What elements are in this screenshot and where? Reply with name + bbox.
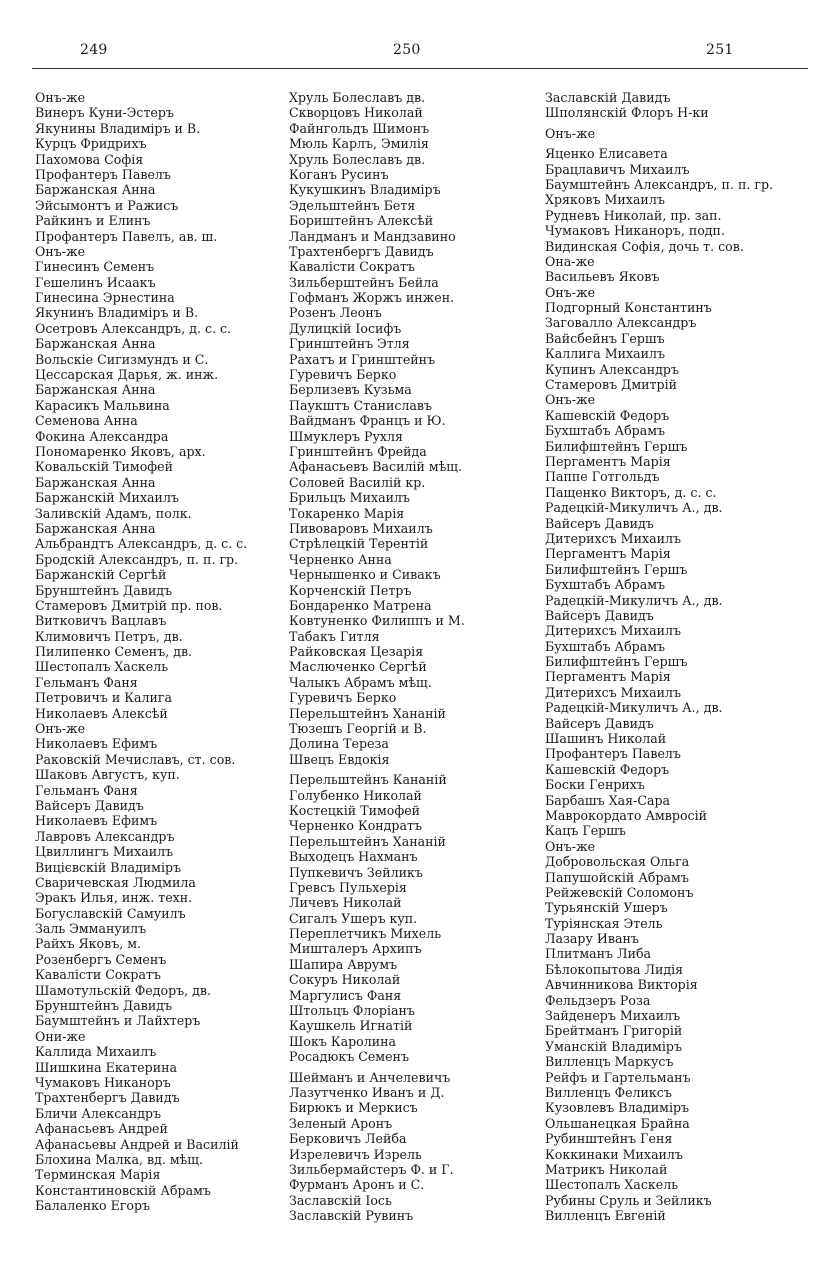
list-item: Раковскій Мечиславъ, ст. сов.	[35, 751, 236, 767]
list-item: Бѣлокопытова Лидія	[545, 961, 684, 977]
list-item: Онъ-же	[545, 392, 596, 408]
list-item: Вайсеръ Давидъ	[35, 797, 144, 813]
list-item: Вайсеръ Давидъ	[545, 607, 654, 623]
list-item: Вилленцъ Евгеній	[545, 1208, 666, 1224]
list-item: Берлизевъ Кузьма	[289, 382, 412, 398]
list-item: Онъ-же	[35, 721, 86, 737]
list-item: Видинская Софія, дочь т. сов.	[545, 238, 744, 254]
list-item: Заславскій Рувинъ	[289, 1208, 414, 1224]
list-item: Переплетчикъ Михель	[289, 926, 442, 942]
list-item: Рудневъ Николай, пр. зап.	[545, 207, 722, 223]
list-item: Гуревичъ Берко	[289, 367, 397, 383]
list-item: Пахомова Софія	[35, 151, 144, 167]
list-item: Семенова Анна	[35, 413, 138, 429]
column-center	[289, 90, 551, 1224]
header-rule	[32, 68, 808, 69]
list-item: Баржанская Анна	[35, 474, 156, 490]
list-item: Черненко Анна	[289, 551, 392, 567]
list-item: Хруль Болеславъ дв.	[289, 151, 426, 167]
list-item: Маслюченко Сергѣй	[289, 659, 427, 675]
list-item: Бориштейнъ Алексѣй	[289, 213, 434, 229]
list-item: Они-же	[35, 1028, 86, 1044]
list-item: Рейжевскій Соломонъ	[545, 884, 694, 900]
list-item: Ольшанецкая Брайна	[545, 1115, 690, 1131]
list-item: Гринштейнъ Этля	[289, 336, 410, 352]
list-item: Чумаковъ Никаноръ	[35, 1075, 171, 1090]
list-item: Розенъ Леонъ	[289, 305, 382, 321]
list-item: Николаевъ Ефимъ	[35, 813, 158, 829]
list-item: Костецкій Тимофей	[289, 802, 421, 818]
list-item: Лазутченко Иванъ и Д.	[289, 1085, 445, 1100]
list-item: Дитерихсъ Михаилъ	[545, 623, 681, 639]
list-item: Бондаренко Матрена	[289, 597, 432, 613]
list-item: Гельманъ Фаня	[35, 782, 138, 798]
list-item: Баржанская Анна	[35, 520, 156, 536]
list-item: Кавалісти Сократъ	[289, 259, 415, 275]
list-item: Мишталеръ Архипъ	[289, 941, 422, 957]
list-item: Гринштейнъ Фрейда	[289, 443, 427, 459]
list-item: Чернышенко и Сивакъ	[289, 567, 441, 583]
list-item: Стрѣлецкій Терентій	[289, 536, 429, 552]
list-item: Винеръ Куни-Эстеръ	[35, 105, 174, 121]
list-item: Цвиллингъ Михаилъ	[35, 844, 174, 860]
list-item: Лазару Иванъ	[545, 931, 639, 947]
list-item: Личевъ Николай	[289, 895, 402, 911]
list-item: Пащенко Викторъ, д. с. с.	[545, 484, 717, 500]
list-item: Пергаментъ Марія	[545, 453, 671, 469]
list-item: Дулицкій Іосифъ	[289, 320, 402, 336]
list-item: Шейманъ и Анчелевичъ	[289, 1069, 451, 1085]
list-item: Соловей Василій кр.	[289, 474, 426, 490]
list-item: Брильцъ Михаилъ	[289, 490, 410, 506]
list-item: Курцъ Фридрихъ	[35, 136, 147, 152]
list-item: Альбрандтъ Александръ, д. с. с.	[35, 536, 248, 552]
list-item: Профантеръ Павелъ, ав. ш.	[35, 228, 218, 244]
list-item: Баржанскій Михаилъ	[35, 490, 179, 506]
list-item: Рахатъ и Гринштейнъ	[289, 351, 436, 367]
list-item: Кацъ Гершъ	[545, 823, 626, 839]
list-item: Плитманъ Либа	[545, 946, 652, 962]
list-item: Черненко Кондратъ	[289, 818, 422, 834]
list-item: Блохина Малка, вд. мѣщ.	[35, 1151, 203, 1167]
list-item: Авчинникова Викторія	[545, 977, 698, 993]
list-item: Пономаренко Яковъ, арх.	[35, 443, 206, 459]
list-item: Зайденеръ Михаилъ	[545, 1008, 681, 1024]
list-item: Бродскій Александръ, п. п. гр.	[35, 551, 239, 567]
list-item: Коганъ Русинъ	[289, 166, 389, 182]
list-item: Баумштейнъ Александръ, п. п. гр.	[545, 176, 774, 192]
list-item: Ландманъ и Мандзавино	[289, 228, 456, 244]
list-item: Розенбергъ Семенъ	[35, 951, 167, 967]
list-item: Подгорный Константинъ	[545, 300, 712, 316]
list-item: Бирюкъ и Меркисъ	[289, 1100, 418, 1116]
list-item: Шестопалъ Хаскель	[35, 659, 169, 675]
list-item: Мюль Карлъ, Эмилія	[289, 136, 429, 152]
list-item: Пивоваровъ Михаилъ	[289, 520, 433, 536]
list-item: Штольцъ Флоріанъ	[289, 1003, 415, 1019]
list-item: Николаевъ Алексѣй	[35, 705, 168, 721]
list-item: Баржанская Анна	[35, 336, 156, 352]
list-item: Васильевъ Яковъ	[545, 269, 660, 285]
list-item: Ковтуненко Филиппъ и М.	[289, 613, 465, 629]
list-item: Константиновскій Абрамъ	[35, 1182, 211, 1198]
column-right	[545, 90, 807, 1224]
list-item: Афанасьевы Андрей и Василій	[35, 1136, 239, 1152]
list-item: Брейтманъ Григорій	[545, 1023, 683, 1039]
list-item: Шестопалъ Хаскель	[545, 1177, 679, 1193]
list-item: Зильбермайстеръ Ф. и Г.	[289, 1161, 454, 1177]
list-item: Онъ-же	[545, 284, 596, 300]
list-item: Папушойскій Абрамъ	[545, 869, 689, 885]
list-item: Сваричевская Людмила	[35, 874, 196, 890]
list-item: Гинесинъ Семенъ	[35, 259, 155, 275]
list-item: Паппе Готгольдъ	[545, 469, 660, 485]
list-item: Рубины Сруль и Зейликъ	[545, 1192, 712, 1208]
list-item: Она-же	[545, 253, 595, 269]
list-item: Заславскій Давидъ	[545, 90, 671, 105]
list-item: Брацлавичъ Михаилъ	[545, 161, 690, 177]
list-item: Кашевскій Федоръ	[545, 407, 670, 423]
list-item: Изрелевичъ Изрель	[289, 1146, 422, 1162]
list-item: Чумаковъ Никаноръ, подп.	[545, 223, 725, 239]
list-item: Гинесина Эрнестина	[35, 290, 175, 306]
list-item: Цессарская Дарья, ж. инж.	[35, 367, 219, 383]
list-item: Рейфъ и Гартельманъ	[545, 1069, 691, 1085]
list-item: Профантеръ Павелъ	[35, 166, 171, 182]
list-item: Сигалъ Ушеръ куп.	[289, 910, 418, 926]
list-item: Каллига Михаилъ	[545, 346, 666, 362]
list-item: Пергаментъ Марія	[545, 669, 671, 685]
list-item: Пупкевичъ Зейликъ	[289, 864, 423, 880]
list-item: Кавалісти Сократъ	[35, 967, 161, 983]
list-item: Швецъ Евдокія	[289, 751, 390, 767]
list-item: Карасикъ Мальвина	[35, 397, 170, 413]
list-item: Вайсеръ Давидъ	[545, 715, 654, 731]
list-item: Вольскіе Сигизмундъ и С.	[35, 351, 209, 367]
list-item: Баржанская Анна	[35, 182, 156, 198]
list-item: Кузовлевъ Владиміръ	[545, 1100, 690, 1116]
page-number-left: 249	[80, 42, 108, 58]
list-item: Каллида Михаилъ	[35, 1044, 157, 1060]
list-item: Онъ-же	[35, 243, 86, 259]
list-item: Шокъ Каролина	[289, 1033, 397, 1049]
list-item: Перельштейнъ Кананій	[289, 772, 447, 788]
list-item: Шишкина Екатерина	[35, 1059, 177, 1075]
list-item: Маргулисъ Фаня	[289, 987, 402, 1003]
list-item: Радецкій-Микуличъ А., дв.	[545, 592, 723, 608]
list-item: Вайсбейнъ Гершъ	[545, 330, 665, 346]
list-item: Билифштейнъ Гершъ	[545, 438, 688, 454]
list-item: Перельштейнъ Хананій	[289, 833, 446, 849]
list-item: Пилипенко Семенъ, дв.	[35, 644, 193, 660]
list-item: Каушкель Игнатій	[289, 1018, 413, 1034]
list-item: Пергаментъ Марія	[545, 546, 671, 562]
list-item: Брунштейнъ Давидъ	[35, 582, 173, 598]
list-item: Николаевъ Ефимъ	[35, 736, 158, 752]
list-item: Перельштейнъ Хананій	[289, 705, 446, 721]
list-item: Выходецъ Нахманъ	[289, 849, 418, 865]
list-item: Бухштабъ Абрамъ	[545, 638, 666, 654]
list-item: Вайдманъ Францъ и Ю.	[289, 413, 446, 429]
list-item: Райковская Цезарія	[289, 644, 424, 660]
list-item: Хруль Болеславъ дв.	[289, 90, 426, 105]
list-item: Вайсеръ Давидъ	[545, 515, 654, 531]
list-item: Шмуклеръ Рухля	[289, 428, 403, 444]
list-item: Билифштейнъ Гершъ	[545, 561, 688, 577]
list-item: Табакъ Гитля	[289, 628, 380, 644]
list-item: Паукштъ Станиславъ	[289, 397, 433, 413]
list-item: Гревсъ Пульхерія	[289, 879, 407, 895]
list-item: Барбашъ Хая-Сара	[545, 792, 671, 808]
list-item: Богуславскій Самуилъ	[35, 905, 186, 921]
list-item: Зеленый Аронъ	[289, 1115, 393, 1131]
list-item: Баржанскій Сергѣй	[35, 567, 167, 583]
list-item: Уманскій Владиміръ	[545, 1038, 682, 1054]
list-item: Онъ-же	[545, 125, 596, 141]
list-item: Эйсымонтъ и Ражисъ	[35, 197, 179, 213]
list-item: Заговалло Александръ	[545, 315, 697, 331]
list-item: Рубинштейнъ Геня	[545, 1131, 673, 1147]
list-item: Чалыкъ Абрамъ мѣщ.	[289, 674, 432, 690]
list-item: Зильберштейнъ Бейла	[289, 274, 439, 290]
list-item: Заливскій Адамъ, полк.	[35, 505, 192, 521]
list-item: Вилленцъ Маркусъ	[545, 1054, 674, 1070]
list-item: Шашинъ Николай	[545, 731, 667, 747]
list-item: Витковичъ Вацлавъ	[35, 613, 167, 629]
list-item: Долина Тереза	[289, 736, 389, 752]
list-item: Райхъ Яковъ, м.	[35, 936, 142, 952]
list-item: Коккинаки Михаилъ	[545, 1146, 683, 1162]
list-item: Токаренко Марія	[289, 505, 405, 521]
list-item: Туріянская Этель	[545, 915, 663, 931]
list-item: Райкинъ и Елинъ	[35, 213, 151, 229]
page-number-center: 250	[393, 42, 421, 58]
list-item: Росадюкъ Семенъ	[289, 1049, 409, 1065]
list-item: Петровичъ и Калига	[35, 690, 173, 706]
list-item: Шапира Аврумъ	[289, 956, 398, 972]
list-item: Турьянскій Ушеръ	[545, 900, 668, 916]
list-item: Ковальскій Тимофей	[35, 459, 174, 475]
list-item: Якунинъ Владиміръ и В.	[35, 305, 199, 321]
list-item: Заль Эммануилъ	[35, 921, 147, 937]
list-item: Бухштабъ Абрамъ	[545, 423, 666, 439]
list-item: Вилленцъ Феликсъ	[545, 1085, 672, 1100]
list-item: Шамотульскій Федоръ, дв.	[35, 982, 212, 998]
page-number-right: 251	[706, 42, 734, 58]
list-item: Профантеръ Павелъ	[545, 746, 681, 762]
list-item: Радецкій-Микуличъ А., дв.	[545, 700, 723, 716]
list-item: Матрикъ Николай	[545, 1161, 668, 1177]
list-item: Кукушкинъ Владиміръ	[289, 182, 441, 198]
list-item: Климовичъ Петръ, дв.	[35, 628, 183, 644]
list-item: Радецкій-Микуличъ А., дв.	[545, 500, 723, 516]
list-item: Добровольская Ольга	[545, 854, 690, 870]
list-item: Бухштабъ Абрамъ	[545, 577, 666, 593]
list-item: Баржанская Анна	[35, 382, 156, 398]
list-item: Эракъ Илья, инж. техн.	[35, 890, 193, 906]
list-item: Стамеровъ Дмитрій пр. пов.	[35, 597, 223, 613]
list-item: Онъ-же	[545, 838, 596, 854]
list-item: Голубенко Николай	[289, 787, 422, 803]
list-item: Трахтенбергъ Давидъ	[35, 1090, 180, 1106]
list-item: Бличи Александръ	[35, 1105, 162, 1121]
list-item: Заславскій Іось	[289, 1192, 392, 1208]
list-item: Кашевскій Федоръ	[545, 761, 670, 777]
list-item: Яценко Елисавета	[545, 146, 668, 162]
list-item: Вицієвскій Владиміръ	[35, 859, 182, 875]
list-item: Фельдзеръ Роза	[545, 992, 651, 1008]
list-item: Берковичъ Лейба	[289, 1131, 407, 1147]
list-item: Шполянскій Флоръ Н-ки	[545, 105, 709, 121]
list-item: Афанасьевъ Андрей	[35, 1121, 168, 1137]
list-item: Брунштейнъ Давидъ	[35, 998, 173, 1014]
list-item: Гуревичъ Берко	[289, 690, 397, 706]
list-item: Балаленко Егоръ	[35, 1198, 151, 1214]
list-item: Афанасьевъ Василій мѣщ.	[289, 459, 463, 475]
list-item: Шаковъ Августъ, куп.	[35, 767, 180, 783]
list-item: Тюзешъ Георгій и В.	[289, 721, 427, 737]
list-item: Стамеровъ Дмитрій	[545, 377, 677, 393]
list-item: Сокуръ Николай	[289, 972, 401, 988]
list-item: Скворцовъ Николай	[289, 105, 423, 121]
list-item: Трахтенбергъ Давидъ	[289, 243, 434, 259]
list-item: Дитерихсъ Михаилъ	[545, 530, 681, 546]
list-item: Боски Генрихъ	[545, 777, 645, 793]
list-item: Гешелинъ Исаакъ	[35, 274, 156, 290]
column-left	[35, 90, 297, 1214]
list-item: Терминская Марія	[35, 1167, 161, 1183]
list-item: Фурманъ Аронъ и С.	[289, 1177, 425, 1193]
list-item: Файнгольдъ Шимонъ	[289, 120, 430, 136]
list-item: Гофманъ Жоржъ инжен.	[289, 290, 455, 306]
list-item: Эдельштейнъ Бетя	[289, 197, 416, 213]
list-item: Фокина Александра	[35, 428, 169, 444]
list-item: Баумштейнъ и Лайхтеръ	[35, 1013, 201, 1029]
list-item: Онъ-же	[35, 90, 86, 105]
list-item: Маврокордато Амвросій	[545, 807, 708, 823]
list-item: Корченскій Петръ	[289, 582, 412, 598]
list-item: Дитерихсъ Михаилъ	[545, 684, 681, 700]
list-item: Лавровъ Александръ	[35, 828, 175, 844]
list-item: Купинъ Александръ	[545, 361, 679, 377]
list-item: Билифштейнъ Гершъ	[545, 654, 688, 670]
list-item: Гельманъ Фаня	[35, 674, 138, 690]
list-item: Осетровъ Александръ, д. с. с.	[35, 320, 232, 336]
list-item: Якунины Владиміръ и В.	[35, 120, 201, 136]
list-item: Хряковъ Михаилъ	[545, 192, 665, 208]
